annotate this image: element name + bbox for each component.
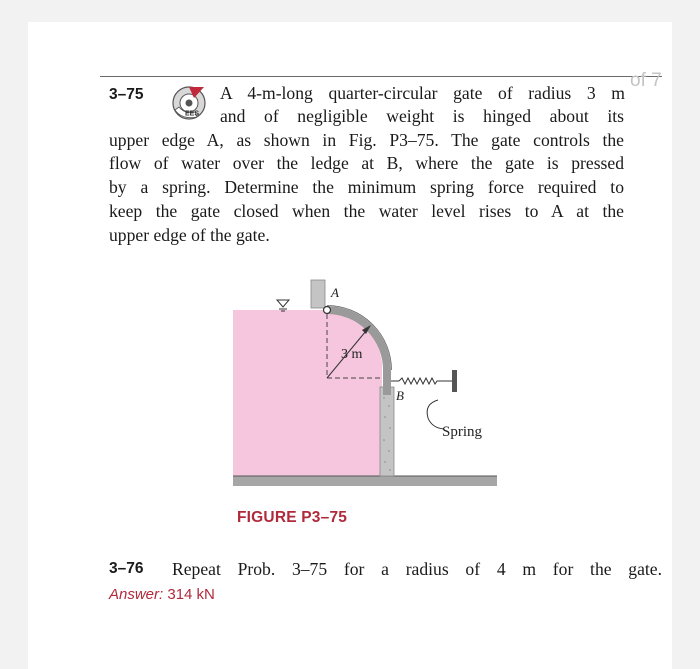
answer-value: 314 kN <box>167 586 215 603</box>
water-region <box>233 310 382 476</box>
problem-text-line: A 4-m-long quarter-circular gate of radius 3 m <box>220 83 625 103</box>
label-spring: Spring <box>442 424 483 440</box>
figure-caption: FIGURE P3–75 <box>237 509 348 526</box>
spring-wall <box>452 370 457 392</box>
problem-number-76: 3–76 <box>109 560 144 577</box>
problem-text-line: upper edge of the gate. <box>109 225 270 245</box>
problem-76-text: Repeat Prob. 3–75 for a radius of 4 m for the gate. <box>172 559 662 579</box>
water-level-symbol <box>277 300 289 307</box>
page-counter: of 7 <box>630 70 662 91</box>
svg-text:EES: EES <box>185 110 200 118</box>
answer-line <box>109 586 215 603</box>
hinge-pin <box>324 307 331 314</box>
label-b: B <box>396 388 404 403</box>
hinge-support <box>311 280 325 308</box>
label-radius: 3 m <box>341 347 363 362</box>
problem-text-line: by a spring. Determine the minimum spring force required to <box>109 177 624 197</box>
spring <box>399 378 452 384</box>
problem-text-line: flow of water over the ledge at B, where the gate is pressed <box>109 153 624 173</box>
problem-text-line: and of negligible weight is hinged about its <box>220 106 624 126</box>
problem-number: 3–75 <box>109 86 144 103</box>
answer-label: Answer: <box>109 586 164 603</box>
label-a: A <box>331 285 339 300</box>
ledge-post <box>380 387 394 476</box>
problem-text-line: keep the gate closed when the water level rises to A at the <box>109 201 624 221</box>
ground <box>233 476 497 486</box>
problem-text-line: upper edge A, as shown in Fig. P3–75. The gate controls the <box>109 130 624 150</box>
